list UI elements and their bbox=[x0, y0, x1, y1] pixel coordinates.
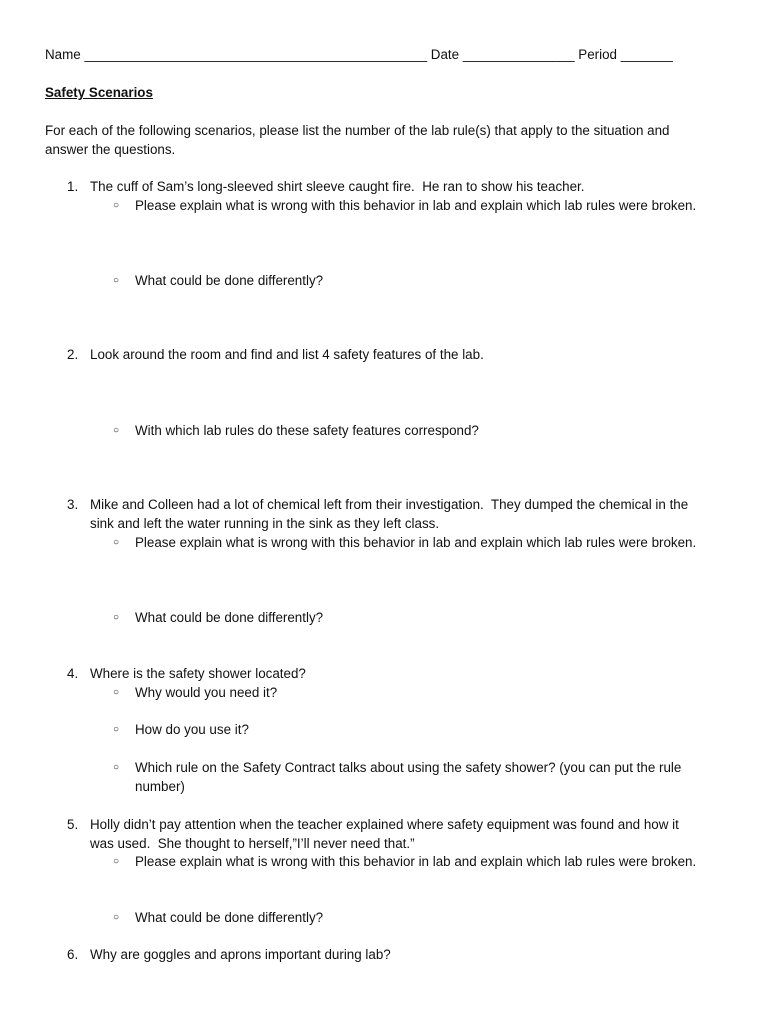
sub-question-text: What could be done differently? bbox=[135, 273, 324, 288]
date-field[interactable]: _______________ bbox=[462, 47, 575, 62]
question-number: 6. bbox=[67, 947, 79, 962]
question-number: 2. bbox=[67, 347, 79, 362]
question-text: Why are goggles and aprons important during lab? bbox=[90, 947, 391, 962]
question-text: The cuff of Sam’s long-sleeved shirt sleeve caught fire. He ran to show his teacher. bbox=[90, 179, 585, 194]
question-text: Mike and Colleen had a lot of chemical left from their investigation. They dumped the chemical in the bbox=[90, 497, 689, 512]
question-text: was used. She thought to herself,”I’ll never need that.” bbox=[90, 836, 415, 851]
sub-question-text: What could be done differently? bbox=[135, 610, 324, 625]
date-label: Date bbox=[430, 47, 460, 62]
sub-question-text: Please explain what is wrong with this behavior in lab and explain which lab rules were broken. bbox=[135, 854, 697, 869]
hollow-circle-bullet-icon: ○ bbox=[113, 537, 120, 548]
name-label: Name bbox=[45, 47, 81, 62]
period-label: Period bbox=[578, 47, 617, 62]
question-number: 1. bbox=[67, 179, 79, 194]
sub-question-text: What could be done differently? bbox=[135, 910, 324, 925]
hollow-circle-bullet-icon: ○ bbox=[113, 200, 120, 211]
sub-question-text: Why would you need it? bbox=[135, 685, 278, 700]
question-text: Look around the room and find and list 4 safety features of the lab. bbox=[90, 347, 484, 362]
question-number: 4. bbox=[67, 666, 79, 681]
sub-question-text: Please explain what is wrong with this behavior in lab and explain which lab rules were broken. bbox=[135, 535, 697, 550]
instructions-line: answer the questions. bbox=[45, 142, 176, 157]
sub-question-text: With which lab rules do these safety features correspond? bbox=[135, 423, 479, 438]
page-title: Safety Scenarios bbox=[45, 85, 153, 100]
question-number: 5. bbox=[67, 817, 79, 832]
hollow-circle-bullet-icon: ○ bbox=[113, 425, 120, 436]
instructions-line: For each of the following scenarios, please list the number of the lab rule(s) that apply to the situation and bbox=[45, 123, 670, 138]
sub-question-text: Please explain what is wrong with this behavior in lab and explain which lab rules were broken. bbox=[135, 198, 697, 213]
period-field[interactable]: _______ bbox=[620, 47, 673, 62]
sub-question-text: number) bbox=[135, 779, 185, 794]
sub-question-text: Which rule on the Safety Contract talks about using the safety shower? (you can put the rule bbox=[135, 760, 682, 775]
question-number: 3. bbox=[67, 497, 79, 512]
hollow-circle-bullet-icon: ○ bbox=[113, 856, 120, 867]
sub-question-text: How do you use it? bbox=[135, 722, 249, 737]
header-row bbox=[45, 45, 673, 64]
question-text: sink and left the water running in the sink as they left class. bbox=[90, 516, 440, 531]
hollow-circle-bullet-icon: ○ bbox=[113, 912, 120, 923]
hollow-circle-bullet-icon: ○ bbox=[113, 724, 120, 735]
hollow-circle-bullet-icon: ○ bbox=[113, 612, 120, 623]
hollow-circle-bullet-icon: ○ bbox=[113, 687, 120, 698]
question-text: Where is the safety shower located? bbox=[90, 666, 306, 681]
name-field[interactable]: ______________________________________________ bbox=[84, 47, 428, 62]
question-text: Holly didn’t pay attention when the teacher explained where safety equipment was found and how it bbox=[90, 817, 679, 832]
hollow-circle-bullet-icon: ○ bbox=[113, 762, 120, 773]
hollow-circle-bullet-icon: ○ bbox=[113, 275, 120, 286]
